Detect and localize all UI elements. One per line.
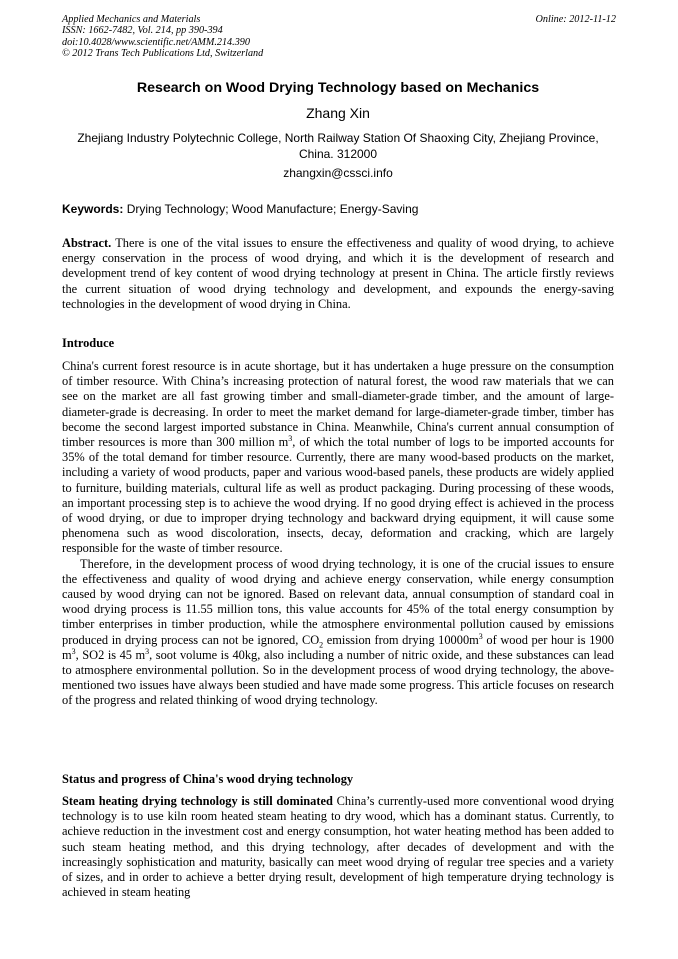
intro-paragraph-1: China's current forest resource is in acute shortage, but it has undertaken a huge pressure on the consumption of timber resource. With China’s increasing protection of natural forest, the wood raw materials that we can see on the market are all fast growing timber and small-diameter-grade timber, and the amount of large-diameter-grade is decreasing. In order to meet the market demand for large-diameter-grade timber, timber has become the second largest imported substance in China. Meanwhile, China's current annual consumption of timber resources is more than 300 million $m^3$, of which the total number of logs to be imported accounts for 35% of the total demand for timber resource. Currently, there are many wood-based products on the market, including a variety of wood products, paper and various wood-based panels, these products are widely applied to furniture, building materials, cultural life as well as product packaging. During processing of these woods, an important processing step is to achieve the wood drying. If no good drying effect is achieved in the process of wood drying, or due to improper drying technology and backward drying equipment, it will cause some phenomena such as wood discoloration, insects, decay, deformation and cracking, which are largely responsible for the waste of timber resource. — [62, 359, 614, 556]
keywords-label: Keywords: — [62, 202, 124, 216]
section-introduce — [62, 359, 614, 709]
paper-title: Research on Wood Drying Technology based on Mechanics — [136, 80, 540, 96]
doi-line: doi:10.4028/www.scientific.net/AMM.214.390 — [62, 36, 250, 48]
section-status — [62, 794, 614, 900]
journal-header — [62, 14, 263, 60]
issn-line: ISSN: 1662-7482, Vol. 214, pp 390-394 — [62, 25, 223, 37]
journal-name: Applied Mechanics and Materials — [62, 14, 201, 25]
abstract — [62, 236, 614, 312]
section-heading-introduce: Introduce — [62, 336, 115, 350]
status-paragraph: Steam heating drying technology is still dominated China’s currently-used more conventional wood drying technology is to use kiln room heated steam heating to dry wood, which has a dominant status. Currently, to achieve reduction in the investment cost and energy consumption, hot water heating method has been added to such steam heating method, and this drying technology, after decades of development and with the increasingly sophistication and maturity, basically can meet wood drying of regular tree species and a variety of sizes, and in order to achieve a better drying result, development of high temperature drying technology is achieved in steam heating — [62, 794, 614, 900]
online-date: Online: 2012-11-12 — [535, 14, 616, 25]
intro-paragraph-2: Therefore, in the development process of wood drying technology, it is one of the crucial issues to ensure the effectiveness and quality of wood drying and achieve energy conservation, while energy consumption caused by wood drying can not be ignored. Based on relevant data, annual consumption of standard coal in wood drying process is 11.55 million tons, this value accounts for 45% of the total energy consumption by timber enterprises in timber production, while the atmosphere environmental pollution caused by emissions produced in drying process can not be ignored, $CO_2$ emission from drying $10000m^3$ of wood per hour is 1900 $m^3$, SO2 is 45 $m^3$, soot volume is 40kg, also including a number of nitric oxide, and these substances can lead to atmosphere environmental pollution. So in the development process of wood drying technology, the above-mentioned two issues have always been studied and have made some progress. This article focuses on research of the progress and related thinking of wood drying technology. — [62, 556, 614, 708]
status-lead: Steam heating drying technology is still dominated — [62, 794, 333, 808]
keywords-text: Drying Technology; Wood Manufacture; Energy-Saving — [126, 202, 419, 216]
affiliation: Zhejiang Industry Polytechnic College, North Railway Station Of Shaoxing City, Zhejiang Province, China. 312000 — [77, 131, 599, 161]
author-name: Zhang Xin — [306, 105, 370, 121]
copyright-line: © 2012 Trans Tech Publications Ltd, Switzerland — [62, 48, 264, 60]
abstract-text: There is one of the vital issues to ensure the effectiveness and quality of wood drying, to achieve energy conservation in the process of wood drying, and which it is the development of research and development trend of key content of wood drying technology at present in China. The article firstly reviews the current situation of wood drying technology and development, and expounds the energy-saving technologies in the development of wood drying in China. — [62, 236, 614, 311]
abstract-label: Abstract. — [62, 236, 112, 250]
keywords — [62, 202, 614, 216]
author-email: zhangxin@cssci.info — [283, 166, 393, 180]
section-heading-status: Status and progress of China's wood drying technology — [62, 772, 354, 786]
